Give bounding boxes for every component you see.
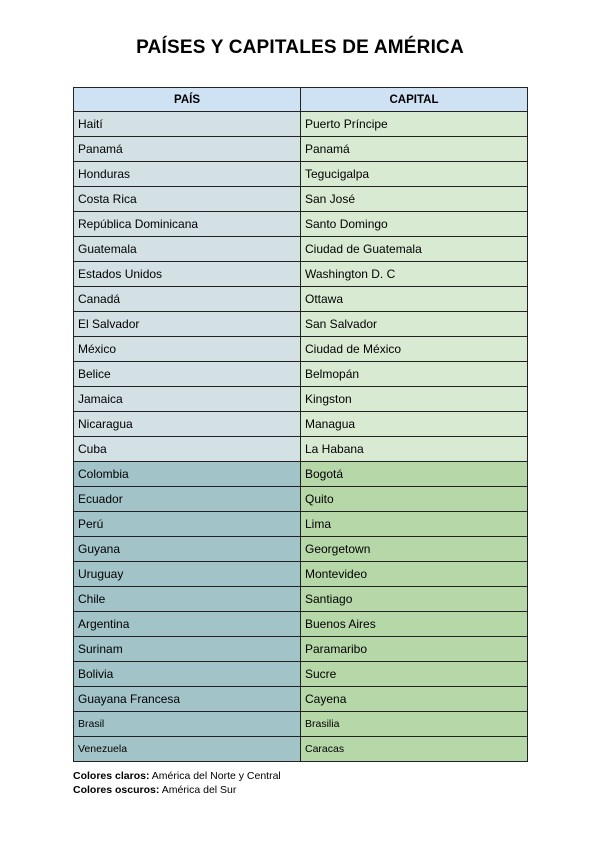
- cell-pais: Guyana: [74, 537, 301, 562]
- cell-pais: Guatemala: [74, 237, 301, 262]
- cell-pais: Guayana Francesa: [74, 687, 301, 712]
- cell-capital: La Habana: [301, 437, 528, 462]
- cell-capital: Tegucigalpa: [301, 162, 528, 187]
- cell-pais: Venezuela: [74, 737, 301, 762]
- cell-pais: Costa Rica: [74, 187, 301, 212]
- cell-pais: Panamá: [74, 137, 301, 162]
- table-row: [74, 637, 528, 662]
- cell-pais: Ecuador: [74, 487, 301, 512]
- cell-capital: San José: [301, 187, 528, 212]
- countries-capitals-table: [73, 87, 528, 762]
- cell-pais: Colombia: [74, 462, 301, 487]
- cell-pais: Perú: [74, 512, 301, 537]
- table-row: [74, 237, 528, 262]
- cell-capital: Puerto Príncipe: [301, 112, 528, 137]
- table-header-row: [74, 88, 528, 112]
- cell-pais: Cuba: [74, 437, 301, 462]
- table-row: [74, 612, 528, 637]
- legend-light: [73, 769, 281, 783]
- cell-capital: Santo Domingo: [301, 212, 528, 237]
- table-row: [74, 587, 528, 612]
- table-row: [74, 162, 528, 187]
- cell-pais: Honduras: [74, 162, 301, 187]
- table-row: [74, 362, 528, 387]
- color-legend: [73, 769, 281, 797]
- cell-capital: Paramaribo: [301, 637, 528, 662]
- cell-capital: Managua: [301, 412, 528, 437]
- cell-capital: Quito: [301, 487, 528, 512]
- cell-capital: Ciudad de México: [301, 337, 528, 362]
- table-row: [74, 112, 528, 137]
- cell-pais: Uruguay: [74, 562, 301, 587]
- cell-capital: Ottawa: [301, 287, 528, 312]
- cell-pais: Argentina: [74, 612, 301, 637]
- table-row: [74, 437, 528, 462]
- column-header-pais: PAÍS: [74, 88, 301, 112]
- table-body: [74, 112, 528, 762]
- cell-pais: Nicaragua: [74, 412, 301, 437]
- table-row: [74, 462, 528, 487]
- cell-capital: Bogotá: [301, 462, 528, 487]
- table-row: [74, 262, 528, 287]
- table-row: [74, 712, 528, 737]
- column-header-capital: CAPITAL: [301, 88, 528, 112]
- cell-capital: Caracas: [301, 737, 528, 762]
- table-row: [74, 337, 528, 362]
- cell-capital: Brasilia: [301, 712, 528, 737]
- table-row: [74, 387, 528, 412]
- legend-dark-text: América del Sur: [161, 784, 237, 796]
- legend-dark-label: Colores oscuros:: [73, 784, 160, 796]
- table-row: [74, 662, 528, 687]
- table-row: [74, 562, 528, 587]
- cell-capital: Sucre: [301, 662, 528, 687]
- cell-capital: Buenos Aires: [301, 612, 528, 637]
- table-row: [74, 487, 528, 512]
- cell-pais: Surinam: [74, 637, 301, 662]
- cell-capital: Belmopán: [301, 362, 528, 387]
- table-row: [74, 412, 528, 437]
- cell-capital: Ciudad de Guatemala: [301, 237, 528, 262]
- table-row: [74, 137, 528, 162]
- table-row: [74, 537, 528, 562]
- cell-pais: Canadá: [74, 287, 301, 312]
- legend-dark: [73, 783, 281, 797]
- cell-pais: Haití: [74, 112, 301, 137]
- page-title: PAÍSES Y CAPITALES DE AMÉRICA: [136, 37, 464, 58]
- cell-capital: Kingston: [301, 387, 528, 412]
- cell-capital: Cayena: [301, 687, 528, 712]
- table-row: [74, 212, 528, 237]
- cell-pais: Belice: [74, 362, 301, 387]
- table-row: [74, 287, 528, 312]
- legend-light-label: Colores claros:: [73, 770, 150, 782]
- cell-capital: Washington D. C: [301, 262, 528, 287]
- cell-capital: Montevideo: [301, 562, 528, 587]
- cell-pais: Bolivia: [74, 662, 301, 687]
- table-row: [74, 737, 528, 762]
- cell-capital: Georgetown: [301, 537, 528, 562]
- cell-pais: Chile: [74, 587, 301, 612]
- cell-capital: Santiago: [301, 587, 528, 612]
- table-row: [74, 687, 528, 712]
- cell-pais: El Salvador: [74, 312, 301, 337]
- cell-capital: Lima: [301, 512, 528, 537]
- cell-capital: Panamá: [301, 137, 528, 162]
- legend-light-text: América del Norte y Central: [151, 770, 281, 782]
- cell-capital: San Salvador: [301, 312, 528, 337]
- cell-pais: Estados Unidos: [74, 262, 301, 287]
- cell-pais: Brasil: [74, 712, 301, 737]
- table-row: [74, 512, 528, 537]
- table-row: [74, 187, 528, 212]
- table-row: [74, 312, 528, 337]
- cell-pais: México: [74, 337, 301, 362]
- cell-pais: Jamaica: [74, 387, 301, 412]
- cell-pais: República Dominicana: [74, 212, 301, 237]
